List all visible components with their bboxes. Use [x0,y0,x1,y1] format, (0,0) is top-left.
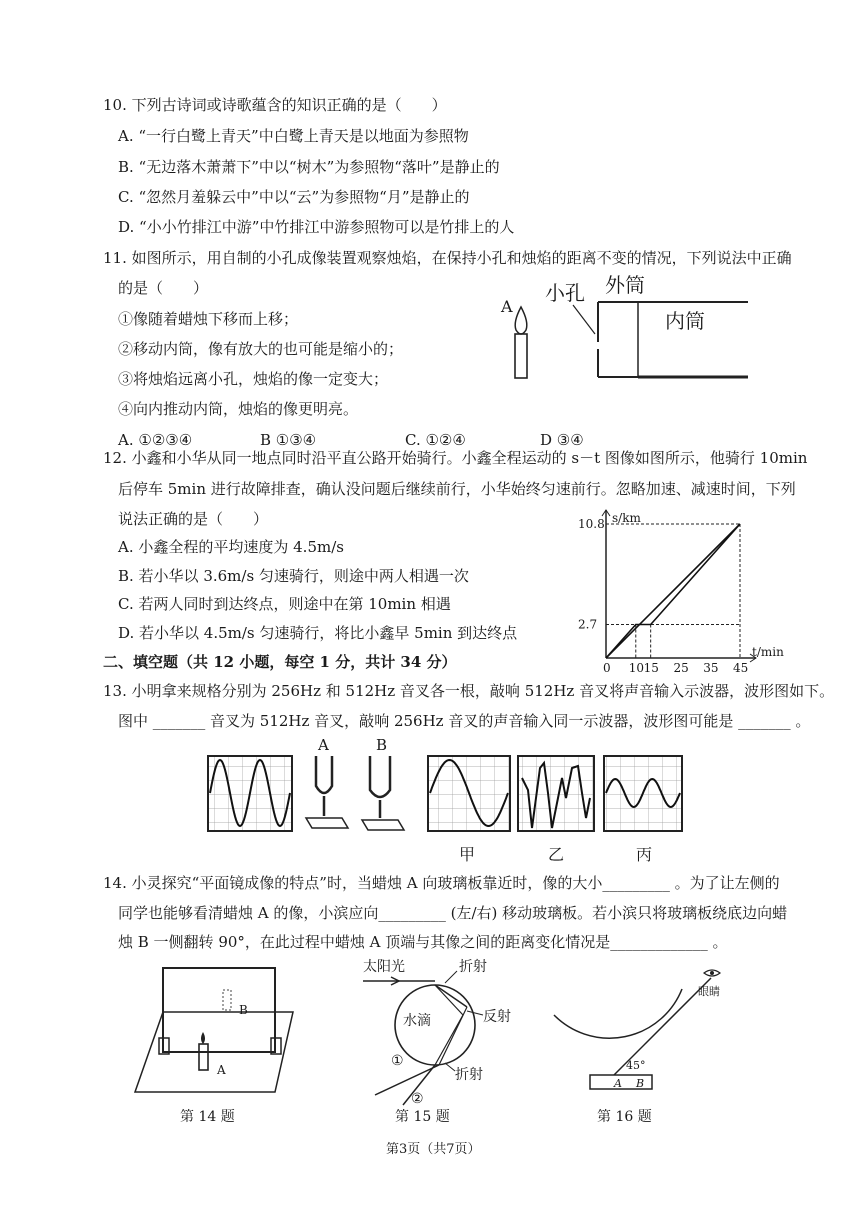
q11-stem-line1: 11. 如图所示，用自制的小孔成像装置观察烛焰，在保持小孔和烛焰的距离不变的情况，下列说法中正确 [103,249,792,267]
pinhole-camera-figure [495,272,755,384]
candle-label: A [501,297,513,316]
oscilloscope-screen-jia [428,756,510,864]
y-axis-label: s/km [612,511,641,525]
q10-option-c: C. “忽然月羞躲云中”中以“云”为参照物“月”是静止的 [118,188,470,206]
q14-line3: 烛 B 一侧翻转 90°，在此过程中蜡烛 A 顶端与其像之间的距离变化情况是_____________ 。 [118,933,728,951]
q12-option-b: B. 若小华以 3.6m/s 匀速骑行，则途中两人相遇一次 [118,567,469,585]
svg-text:乙: 乙 [548,845,565,864]
svg-text:②: ② [411,1091,424,1107]
q10-option-a: A. “一行白鹭上青天”中白鹭上青天是以地面为参照物 [118,127,469,145]
raindrop-figure [355,955,535,1105]
svg-text:反射: 反射 [483,1009,511,1025]
q11-stem-line2: 的是（ ） [118,279,209,297]
svg-text:A: A [217,1063,226,1077]
page-footer: 第3页（共7页） [386,1142,481,1157]
q12-stem-line3: 说法正确的是（ ） [118,510,269,528]
q12-option-d: D. 若小华以 4.5m/s 匀速骑行，将比小鑫早 5min 到达终点 [118,624,518,642]
oscilloscope-screen-bing [604,756,682,864]
q10-option-d: D. “小小竹排江中游”中竹排江中游参照物可以是竹排上的人 [118,218,515,236]
bowl-figure [548,965,718,1097]
q11-choice-c: C. ①②④ [405,431,466,449]
st-graph [570,500,784,675]
svg-text:水滴: 水滴 [403,1013,431,1029]
tuning-fork-a [306,736,348,828]
q11-statement-3: ③将烛焰远离小孔，烛焰的像一定变大； [118,370,389,388]
fig15-caption: 第 15 题 [395,1109,450,1125]
svg-text:B: B [239,1003,248,1017]
svg-text:太阳光: 太阳光 [363,959,405,975]
svg-text:眼睛: 眼睛 [698,985,720,998]
x-tick-label: 0 [603,661,611,675]
q13-line1: 13. 小明拿来规格分别为 256Hz 和 512Hz 音叉各一根，敲响 512Hz 音叉将声音输入示波器，波形图如下。 [103,682,835,700]
q14-line2: 同学也能够看清蜡烛 A 的像，小滨应向_________ (左/右) 移动玻璃板。若小滨只将玻璃板绕底边向蜡 [118,904,788,922]
x-tick-label: 45 [733,661,749,675]
q12-option-c: C. 若两人同时到达终点，则途中在第 10min 相遇 [118,595,451,613]
q11-statement-4: ④向内推动内筒，烛焰的像更明亮。 [118,400,359,418]
inner-tube-label: 内筒 [665,309,705,333]
candle-a-flame-icon [201,1032,205,1044]
svg-text:B: B [636,1077,645,1090]
q10-option-b: B. “无边落木萧萧下”中以“树木”为参照物“落叶”是静止的 [118,158,500,176]
svg-text:丙: 丙 [636,845,653,864]
q11-statement-2: ②移动内筒，像有放大的也可能是缩小的； [118,340,404,358]
svg-text:甲: 甲 [459,845,476,864]
plane-mirror-figure [135,962,305,1102]
fig16-caption: 第 16 题 [597,1109,652,1125]
outer-tube-label: 外筒 [605,273,645,297]
svg-text:①: ① [391,1053,404,1069]
series-line-2 [606,524,740,658]
svg-text:45°: 45° [626,1059,646,1072]
pinhole-label: 小孔 [545,281,585,305]
q11-choice-b: B ①③④ [260,431,317,449]
oscilloscope-screen-reference [208,756,292,831]
candle-a [199,1044,208,1070]
q11-choice-d: D ③④ [540,431,584,449]
y-tick-label: 2.7 [578,617,598,632]
x-tick-label: 10 [628,661,645,675]
q12-stem-line2: 后停车 5min 进行故障排查，确认没问题后继续前行，小华始终匀速前行。忽略加速、减速时间，下列 [118,480,796,498]
q12-stem-line1: 12. 小鑫和小华从同一地点同时沿平直公路开始骑行。小鑫全程运动的 s－t 图像如图所示，他骑行 10min [103,449,808,467]
oscilloscope-screen-yi [518,756,594,864]
svg-text:B: B [376,736,388,754]
q14-line1: 14. 小灵探究“平面镜成像的特点”时，当蜡烛 A 向玻璃板靠近时，像的大小_________ 。为了让左侧的 [103,874,780,892]
q13-line2: 图中 _______ 音叉为 512Hz 音叉，敲响 256Hz 音叉的声音输入同一示波器，波形图可能是 _______ 。 [118,712,811,730]
fig14-caption: 第 14 题 [180,1109,235,1125]
q12-option-a: A. 小鑫全程的平均速度为 4.5m/s [118,538,344,556]
x-tick-label: 15 [643,661,659,675]
section-2-heading: 二、填空题（共 12 小题，每空 1 分，共计 34 分） [103,653,457,671]
svg-text:折射: 折射 [459,959,487,975]
q11-choice-a: A. ①②③④ [118,431,193,449]
x-axis-label: t/min [752,645,784,659]
q11-statement-1: ①像随着蜡烛下移而上移； [118,310,299,328]
x-tick-label: 35 [703,661,719,675]
q10-stem: 10. 下列古诗词或诗歌蕴含的知识正确的是（ ） [103,96,447,114]
candle-flame-icon [515,307,527,334]
x-tick-label: 25 [673,661,689,675]
y-tick-label: 10.8 [578,517,605,531]
tuning-fork-b [362,736,404,830]
svg-text:折射: 折射 [455,1067,483,1083]
svg-text:A: A [318,736,329,754]
q13-figure [200,738,690,868]
candle-body [515,334,527,378]
svg-text:A: A [614,1077,622,1090]
candle-b-image [223,990,231,1010]
